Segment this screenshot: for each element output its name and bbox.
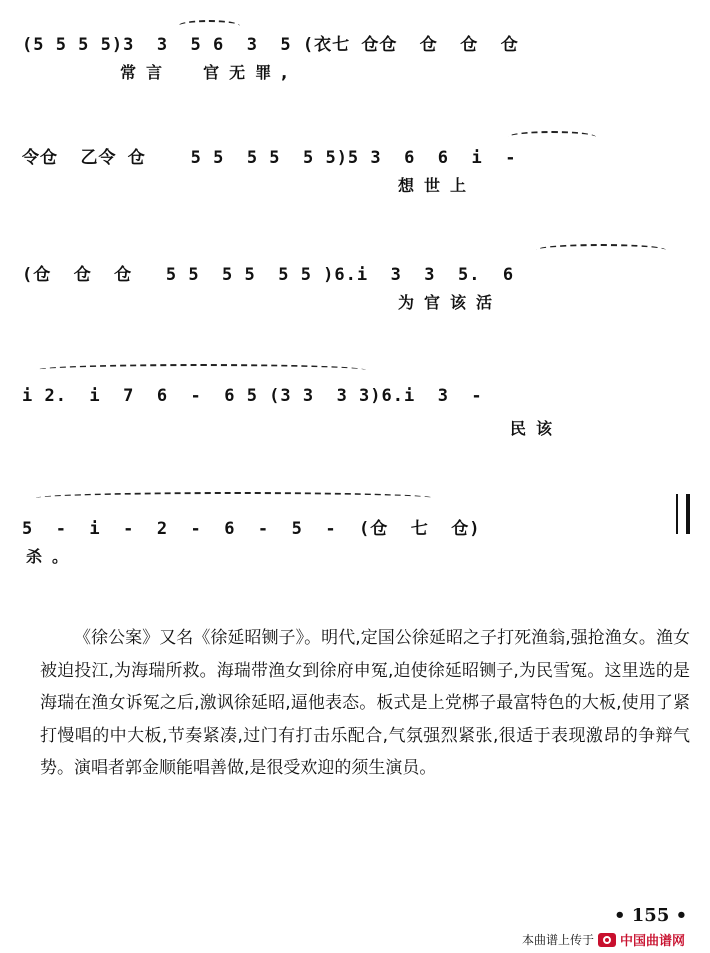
slur-mark [508,131,596,143]
lyrics-text: 为官该活 [398,293,503,312]
lyrics-text: 民该 [510,419,563,438]
lyrics-text: 常言 官无罪, [120,63,298,82]
site-name[interactable]: 中国曲谱网 [620,934,686,949]
slur-mark [36,364,366,376]
slur-mark [536,244,666,256]
notation-text: i 2. i 7 6 - 6 5 (3 3 3 3)6.i 3 - [22,386,483,406]
upload-note: 本曲谱上传于 [522,933,595,947]
site-logo-icon [598,933,616,947]
upload-footer [522,930,685,949]
notation-text: (5 5 5 5)3 3 5 6 3 5 (衣七 仓仓 仓 仓 仓 [22,35,519,55]
lyrics-text: 想世上 [398,176,477,195]
notation-text: 5 - i - 2 - 6 - 5 - (仓 七 仓) [22,519,481,539]
final-barline [676,494,690,534]
description-paragraph [40,622,690,785]
notation-text: 令仓 乙令 仓 5 5 5 5 5 5)5 3 6 6 i - [22,148,517,168]
description-text: 《徐公案》又名《徐延昭铡子》。明代,定国公徐延昭之子打死渔翁,强抢渔女。渔女被迫投江,为海瑞所救。海瑞带渔女到徐府申冤,迫使徐延昭铡子,为民雪冤。这里选的是海瑞在渔女诉冤之后,激讽徐延昭,逼他表态。板式是上党梆子最富特色的大板,使用了紧打慢唱的中大板,节奏紧凑,过门有打击乐配合,气氛强烈紧张,很适于表现激昂的争辩气势。演唱者郭金顺能唱善做,是很受欢迎的须生演员。 [40,628,690,778]
notation-text: (仓 仓 仓 5 5 5 5 5 5 )6.i 3 3 5. 6 [22,265,515,285]
slur-mark [36,492,434,504]
page-number: • 155 • [614,905,688,926]
lyrics-text: 杀。 [26,547,79,566]
